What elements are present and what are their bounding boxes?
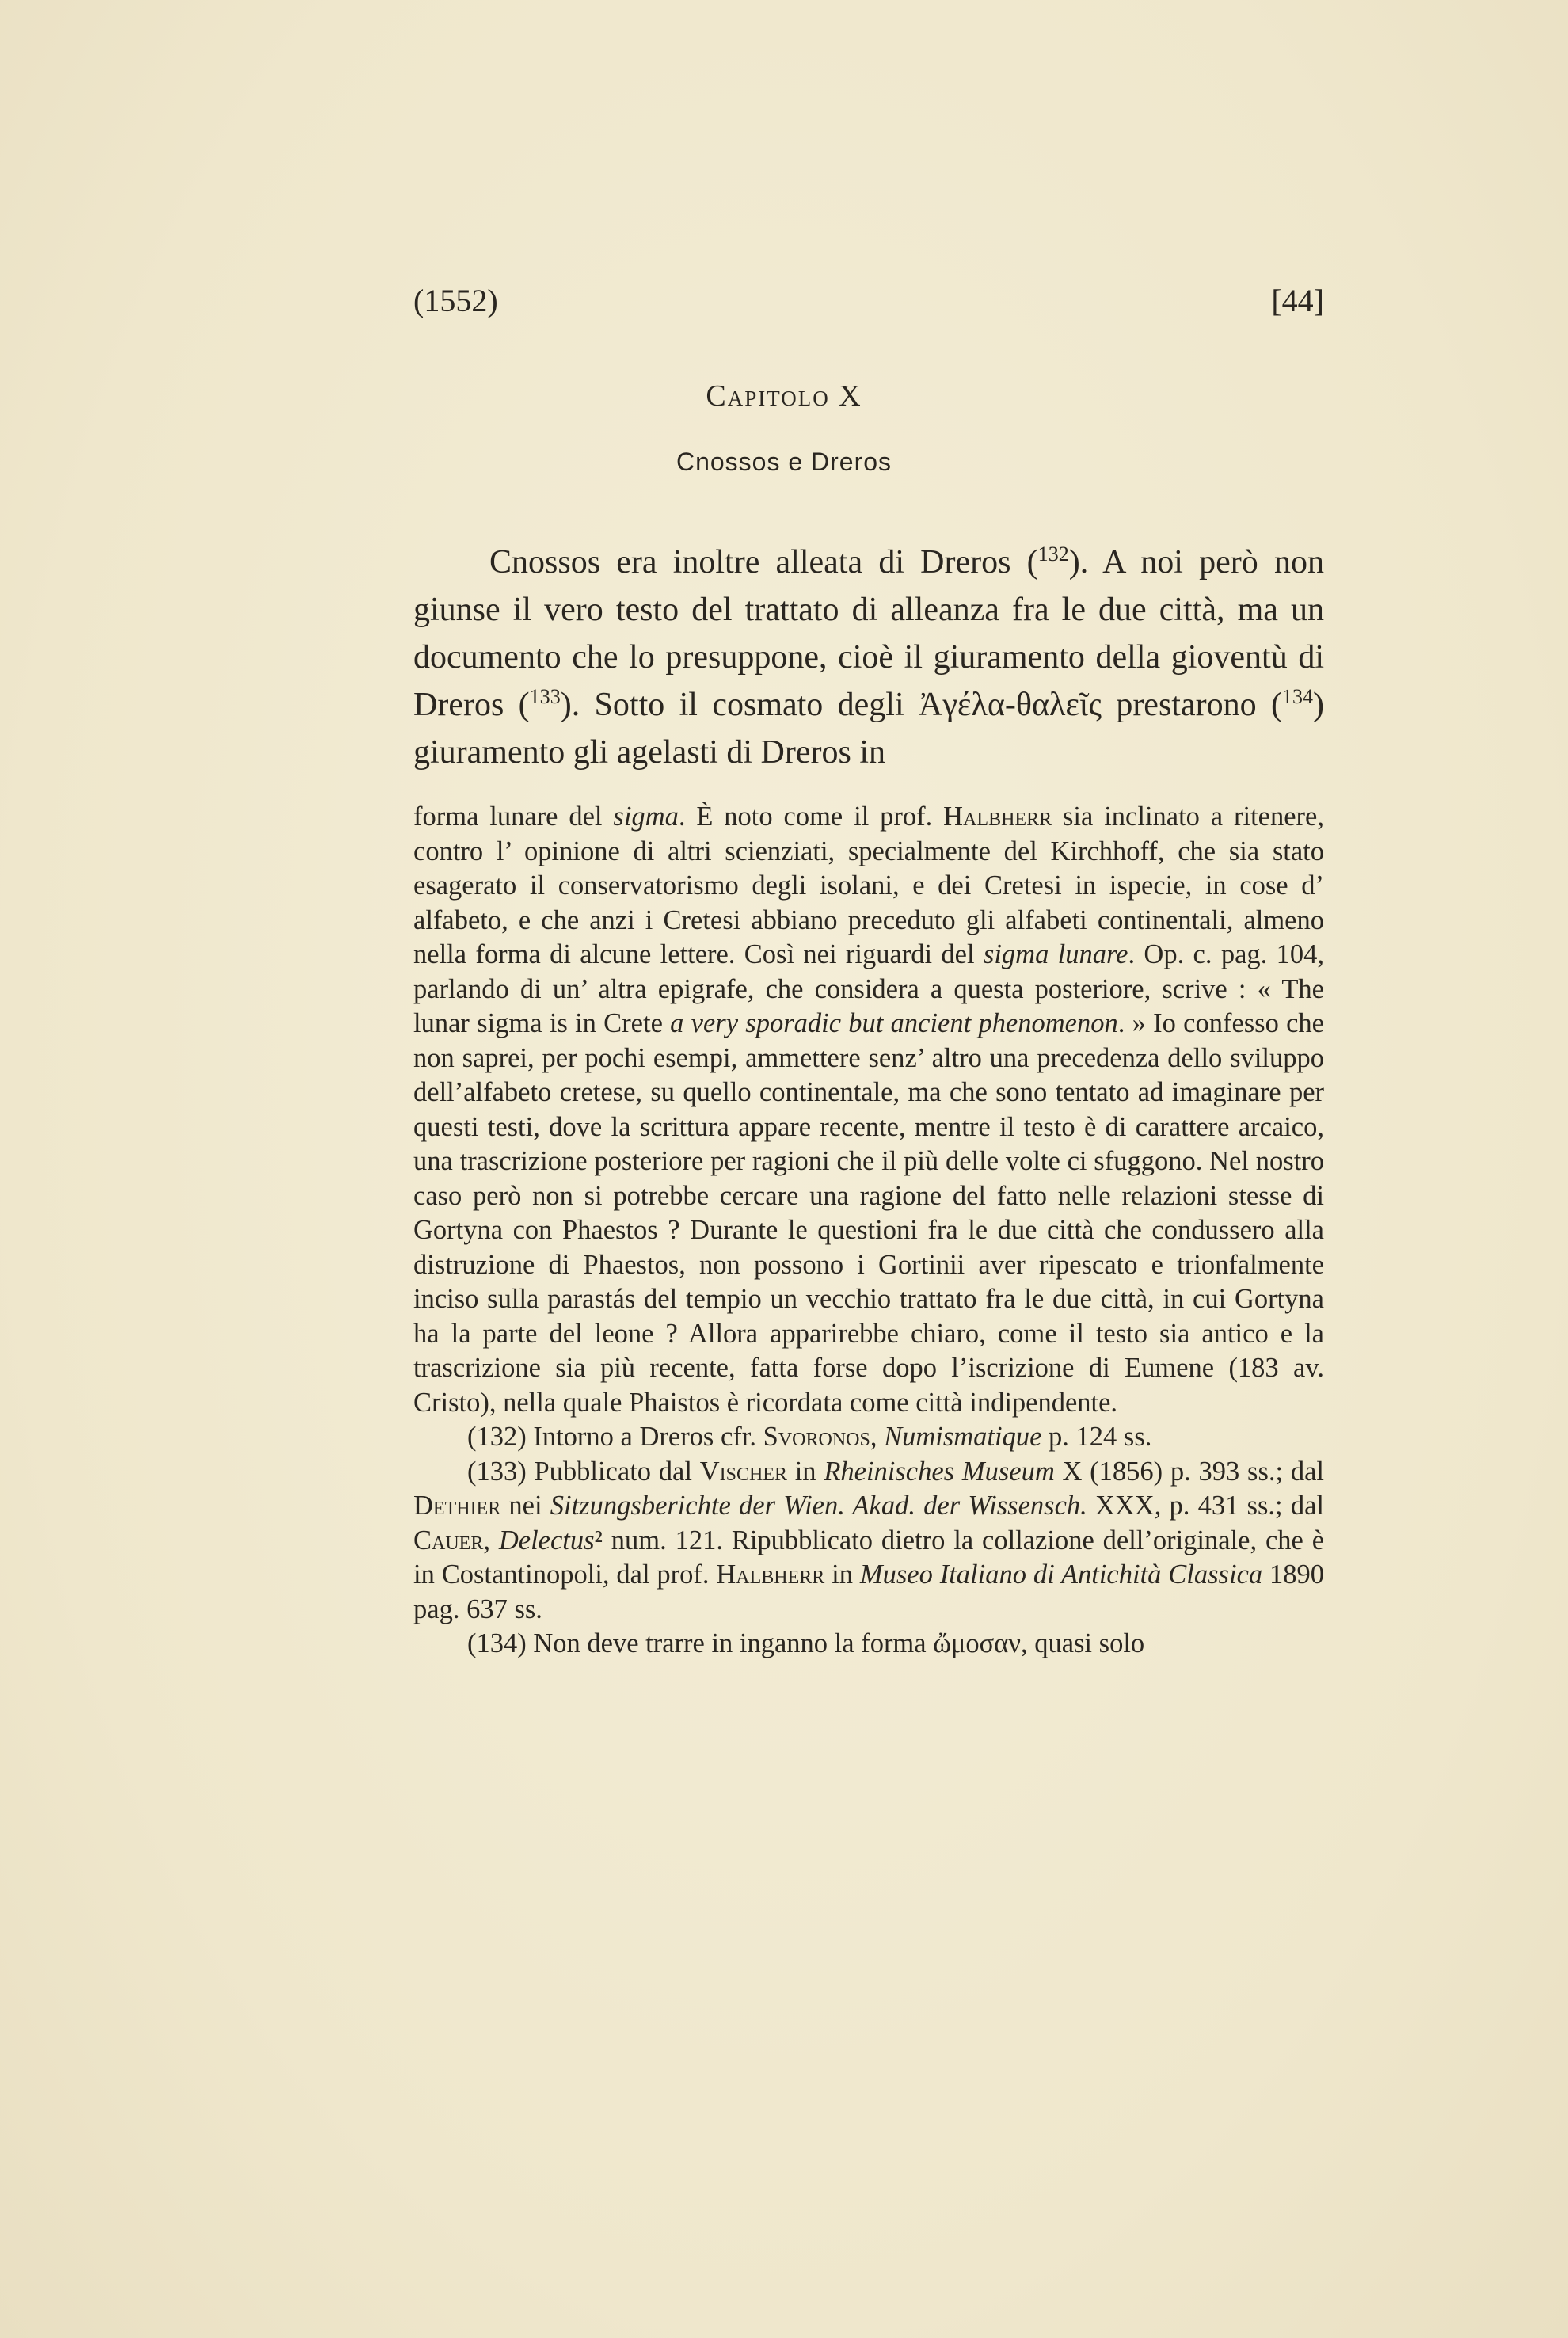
text-run: , quasi solo: [1020, 1628, 1145, 1658]
text-run: . » Io confesso che non saprei, per pochi esempi, ammettere senz’ altro una precedenza dello sviluppo dell’alfabeto cretese, su quello continentale, ma che sono tentato ad imaginare per questi testi, dove la scrittura appare recente, mentre il testo è di carattere arcaico, una trascrizione posteriore per ragioni che il più delle volte ci sfuggono. Nel nostro caso però non si potrebbe cercare una ragione del fatto nelle relazioni stesse di Gortyna con Phaestos ? Durante le questioni fra le due città che condussero alla distruzione di Phaestos, non possono i Gortinii aver ripescato e trionfalmente inciso sulla parastás del tempio un vecchio trattato fra le due città, in cui Gortyna ha la parte del leone ? Allora apparirebbe chiaro, come il testo sia antico e la trascrizione sia più recente, fatta forse dopo l’iscrizione di Eumene (183 av. Cristo), nella quale Phaistos è ricordata come città indipendente.: [413, 1008, 1324, 1418]
chapter-title: Capitolo X: [706, 379, 862, 413]
text-run: Cnossos era inoltre alleata di Dreros (: [489, 544, 1038, 581]
footnote-ref-134: 134: [1281, 685, 1313, 708]
text-run: ² num. 121. Ripubblicato dietro la collazione dell’originale, che è in Costantinopoli, dal prof.: [413, 1525, 1325, 1590]
text-run: Rheinisches Museum: [824, 1456, 1055, 1487]
text-run: Museo Italiano di Antichità Classica: [859, 1559, 1263, 1590]
chapter-subtitle: Cnossos e Dreros: [676, 447, 892, 476]
greek-word: ὤμοσαν: [933, 1628, 1021, 1658]
author-name: Cauer: [413, 1525, 484, 1555]
footnote-133: [413, 1455, 1324, 1628]
text-run: Sitzungsberichte der Wien. Akad. der Wissensch.: [550, 1491, 1087, 1521]
text-run: nei: [500, 1491, 550, 1521]
text-run: (134) Non deve trarre in inganno la forma: [467, 1628, 934, 1658]
text-run: in: [824, 1559, 860, 1590]
text-run: ,: [870, 1422, 885, 1452]
text-run: 1890 pag. 637 ss.: [413, 1559, 1325, 1624]
footnote-ref-133: 133: [529, 685, 561, 708]
main-paragraph: [413, 539, 1324, 776]
text-run: ,: [483, 1525, 499, 1555]
author-name: Svoronos: [763, 1422, 870, 1452]
text-run: p. 124 ss.: [1041, 1422, 1152, 1452]
text-run: forma lunare del: [413, 802, 614, 832]
text-run: Delectus: [498, 1525, 595, 1555]
text-run: Numismatique: [884, 1422, 1042, 1452]
text-run: ). A noi però non giunse il vero testo del trattato di alleanza fra le due città, ma un documento che lo presuppone, cioè il giuramento della gioventù di Dreros (: [413, 544, 1324, 723]
footnote-ref-132: 132: [1037, 543, 1069, 565]
author-name: Halbherr: [943, 802, 1052, 832]
page-number-left: (1552): [413, 283, 498, 318]
text-run: ). Sotto il cosmato degli Ἀγέλα-θαλεῖς prestarono (: [560, 687, 1282, 723]
footnote-continuation: [413, 800, 1324, 1420]
footnotes: [413, 800, 1324, 1662]
page-number-right: [44]: [1271, 283, 1324, 318]
footnote-134: [413, 1627, 1324, 1662]
text-run: sia inclinato a ritenere, contro l’ opinione di altri scienziati, specialmente del Kirchhoff, che sia stato esagerato il conservatorismo degli isolani, e dei Cretesi in ispecie, in cose d’ alfabeto, e che anzi i Cretesi abbiano preceduto gli alfabeti continentali, almeno nella forma di alcune lettere. Così nei riguardi del: [413, 802, 1324, 969]
text-run: ) giuramento gli agelasti di Dreros in: [413, 687, 1324, 771]
author-name: Vischer: [699, 1456, 787, 1487]
main-text: [413, 539, 1324, 776]
text-run: sigma: [613, 802, 679, 832]
footnote-132: [413, 1420, 1324, 1455]
text-run: X (1856) p. 393 ss.; dal: [1054, 1456, 1324, 1487]
text-run: a very sporadic but ancient phenomenon: [670, 1008, 1118, 1038]
author-name: Dethier: [413, 1491, 501, 1521]
text-run: (132) Intorno a Dreros cfr.: [467, 1422, 763, 1452]
text-run: . È noto come il prof.: [678, 802, 944, 832]
text-run: . Op. c. pag. 104, parlando di un’ altra epigrafe, che considera a questa posteriore, scrive : « The lunar sigma is in Crete: [413, 939, 1324, 1038]
author-name: Halbherr: [716, 1559, 825, 1590]
text-run: (133) Pubblicato dal: [467, 1456, 700, 1487]
text-run: sigma lunare: [983, 939, 1128, 969]
text-run: XXX, p. 431 ss.; dal: [1087, 1491, 1324, 1521]
text-run: in: [786, 1456, 824, 1487]
